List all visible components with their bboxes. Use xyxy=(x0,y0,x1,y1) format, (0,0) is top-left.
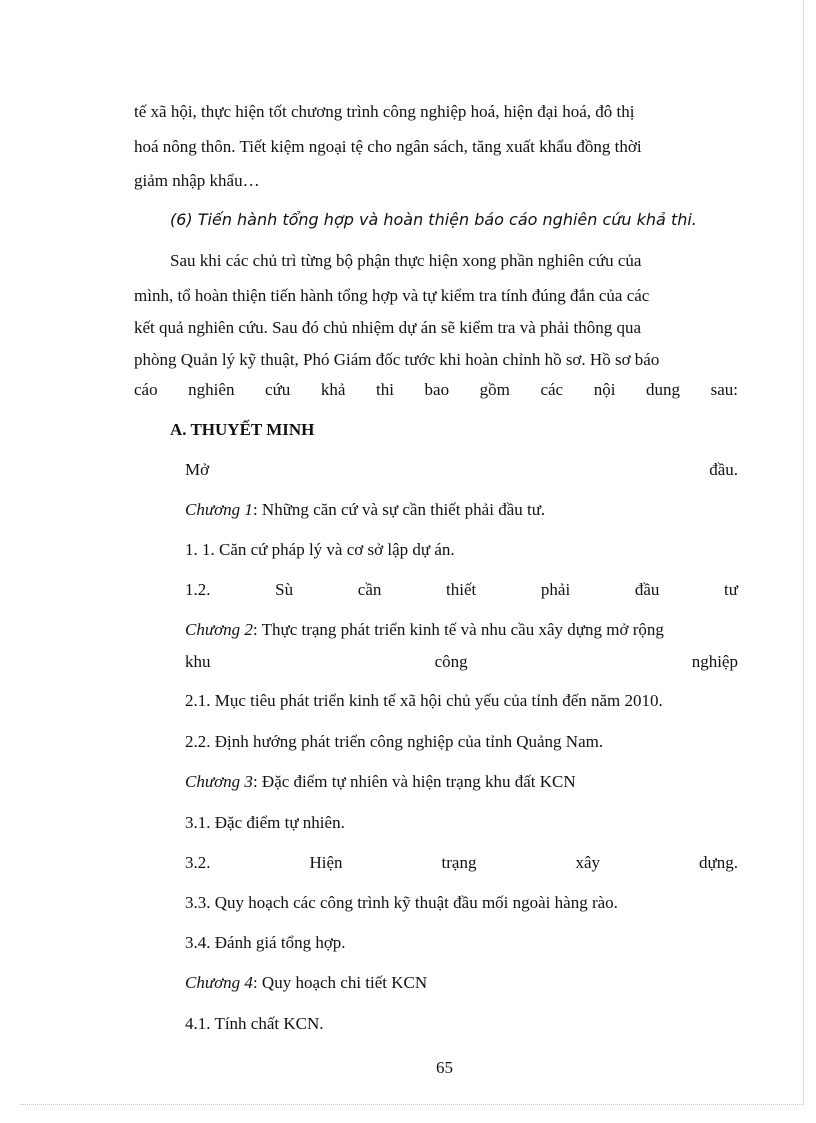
toc-item-3-1: 3.1. Đặc điểm tự nhiên. xyxy=(185,813,345,832)
toc-intro: Mở đầu. xyxy=(185,460,738,479)
intro-line-2: hoá nông thôn. Tiết kiệm ngoại tệ cho ngân sách, tăng xuất khẩu đồng thời xyxy=(134,137,642,156)
toc-chapter-4: Chương 4: Quy hoạch chi tiết KCN xyxy=(185,973,428,992)
main-line-1: Sau khi các chủ trì từng bộ phận thực hiện xong phần nghiên cứu của xyxy=(170,251,642,270)
toc-item-2-2: 2.2. Định hướng phát triển công nghiệp của tỉnh Quảng Nam. xyxy=(185,732,604,751)
toc-item-2-1: 2.1. Mục tiêu phát triển kinh tế xã hội chủ yếu của tỉnh đến năm 2010. xyxy=(185,691,663,710)
toc-item-4-1: 4.1. Tính chất KCN. xyxy=(185,1014,324,1033)
toc-item-1-1: 1. 1. Căn cứ pháp lý và cơ sở lập dự án. xyxy=(185,540,455,559)
main-line-3: kết quả nghiên cứu. Sau đó chủ nhiệm dự án sẽ kiểm tra và phải thông qua xyxy=(134,318,642,337)
intro-line-1: tế xã hội, thực hiện tốt chương trình công nghiệp hoá, hiện đại hoá, đô thị xyxy=(134,102,635,121)
main-line-4: phòng Quản lý kỹ thuật, Phó Giám đốc tước khi hoàn chỉnh hồ sơ. Hồ sơ báo xyxy=(134,350,660,369)
page-border-bottom xyxy=(20,1104,804,1105)
toc-item-1-2: 1.2. Sù cần thiết phải đầu tư xyxy=(185,580,738,599)
page-number: 65 xyxy=(436,1058,453,1077)
section-a-heading: A. THUYẾT MINH xyxy=(170,420,315,439)
intro-line-3: giảm nhập khẩu… xyxy=(134,171,260,190)
main-line-2: mình, tổ hoàn thiện tiến hành tổng hợp và tự kiểm tra tính đúng đắn của các xyxy=(134,286,650,305)
toc-chapter-1: Chương 1: Những căn cứ và sự cần thiết phải đầu tư. xyxy=(185,500,546,519)
page-border-right xyxy=(803,0,804,1105)
toc-chapter-3: Chương 3: Đặc điểm tự nhiên và hiện trạng khu đất KCN xyxy=(185,772,576,791)
toc-item-3-3: 3.3. Quy hoạch các công trình kỹ thuật đầu mối ngoài hàng rào. xyxy=(185,893,618,912)
toc-item-3-2: 3.2. Hiện trạng xây dựng. xyxy=(185,853,738,872)
toc-chapter-2: Chương 2: Thực trạng phát triển kinh tế và nhu cầu xây dựng mở rộng xyxy=(185,620,664,639)
step6-heading: (6) Tiến hành tổng hợp và hoàn thiện báo cáo nghiên cứu khả thi. xyxy=(170,210,697,229)
toc-chapter-2-cont: khu công nghiệp xyxy=(185,652,738,671)
toc-item-3-4: 3.4. Đánh giá tổng hợp. xyxy=(185,933,346,952)
main-line-5: cáo nghiên cứu khả thi bao gồm các nội dung sau: xyxy=(134,380,738,399)
